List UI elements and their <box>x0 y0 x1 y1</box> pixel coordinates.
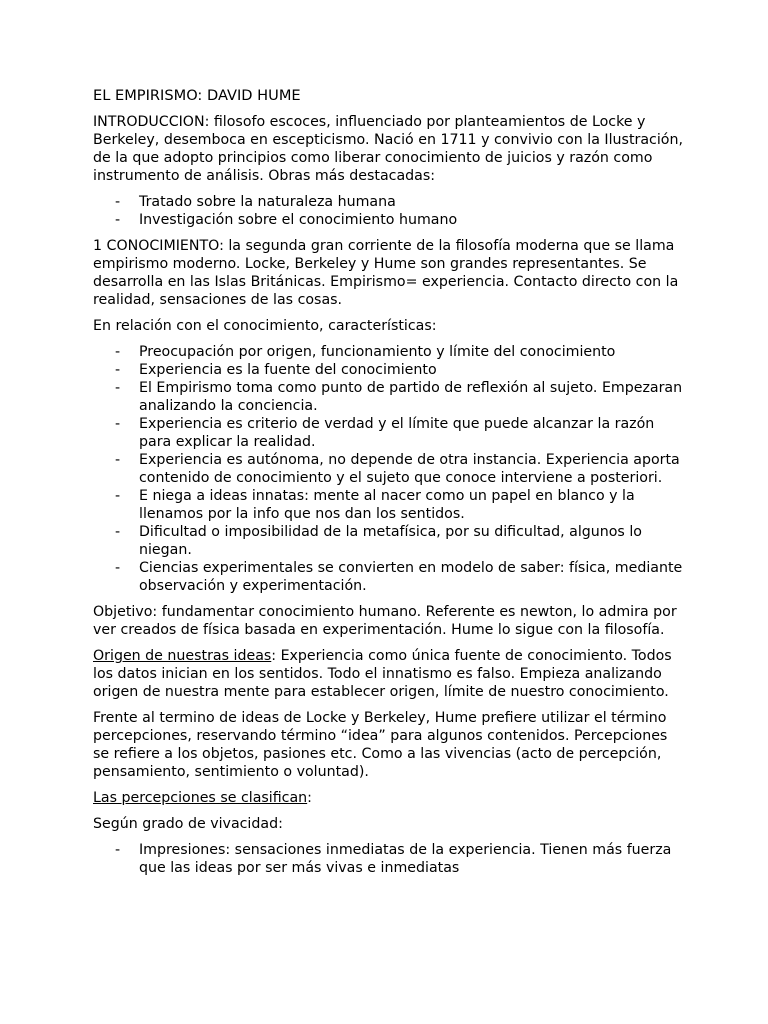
list-item-text: Experiencia es autónoma, no depende de otra instancia. Experiencia aporta contenido de conocimiento y el sujeto que conoce interviene a posteriori. <box>139 452 680 486</box>
list-item-text: Dificultad o imposibilidad de la metafísica, por su dificultad, algunos lo niegan. <box>139 524 642 558</box>
origen-heading: Origen de nuestras ideas <box>93 648 272 664</box>
vivacidad-paragraph: Según grado de vivacidad: <box>93 816 283 832</box>
dash-bullet: - <box>115 560 121 576</box>
list-item <box>93 211 683 229</box>
list-item-text: Experiencia es criterio de verdad y el límite que puede alcanzar la razón para explicar la realidad. <box>139 416 655 450</box>
list-item <box>93 487 683 523</box>
percepciones-text: : <box>307 790 312 806</box>
dash-bullet: - <box>115 416 121 432</box>
dash-bullet: - <box>115 344 121 360</box>
dash-bullet: - <box>115 842 121 858</box>
list-item <box>93 379 683 415</box>
list-item-text: Tratado sobre la naturaleza humana <box>139 194 396 210</box>
list-item <box>93 361 683 379</box>
document-body <box>93 87 683 885</box>
dash-bullet: - <box>115 362 121 378</box>
origen-text: : Experiencia como única fuente de conocimiento. Todos los datos inician en los sentidos. Todo el innatismo es falso. Empieza analizando origen de nuestra mente para establecer origen, límite de nuestro conocimiento. <box>93 648 672 700</box>
works-list <box>93 193 683 229</box>
dash-bullet: - <box>115 212 121 228</box>
list-item-text: El Empirismo toma como punto de partido de reflexión al sujeto. Empezaran analizando la conciencia. <box>139 380 683 414</box>
dash-bullet: - <box>115 488 121 504</box>
impresiones-list <box>93 841 683 877</box>
list-item <box>93 343 683 361</box>
intro-paragraph: INTRODUCCION: filosofo escoces, influenciado por planteamientos de Locke y Berkeley, desemboca en escepticismo. Nació en 1711 y convivio con la Ilustración, de la que adopto principios como liberar conocimiento de juicios y razón como instrumento de análisis. Obras más destacadas: <box>93 114 683 184</box>
objetivo-paragraph: Objetivo: fundamentar conocimiento humano. Referente es newton, lo admira por ver creados de física basada en experimentación. Hume lo sigue con la filosofía. <box>93 604 677 638</box>
document-title: EL EMPIRISMO: DAVID HUME <box>93 87 301 104</box>
origen-paragraph <box>93 647 683 701</box>
caracteristicas-list <box>93 343 683 595</box>
list-item-text: Experiencia es la fuente del conocimiento <box>139 362 437 378</box>
dash-bullet: - <box>115 452 121 468</box>
percepciones-paragraph <box>93 789 683 807</box>
list-item <box>93 559 683 595</box>
list-item-text: Impresiones: sensaciones inmediatas de la experiencia. Tienen más fuerza que las ideas por ser más vivas e inmediatas <box>139 842 672 876</box>
list-item-text: Ciencias experimentales se convierten en modelo de saber: física, mediante observación y experimentación. <box>139 560 683 594</box>
list-item <box>93 193 683 211</box>
list-item <box>93 451 683 487</box>
percepciones-heading: Las percepciones se clasifican <box>93 790 308 806</box>
dash-bullet: - <box>115 380 121 396</box>
dash-bullet: - <box>115 194 121 210</box>
conocimiento-paragraph: 1 CONOCIMIENTO: la segunda gran corriente de la filosofía moderna que se llama empirismo moderno. Locke, Berkeley y Hume son grandes representantes. Se desarrolla en las Islas Británicas. Empirismo= experiencia. Contacto directo con la realidad, sensaciones de las cosas. <box>93 238 679 308</box>
frente-paragraph: Frente al termino de ideas de Locke y Berkeley, Hume prefiere utilizar el término percepciones, reservando término “idea” para algunos contenidos. Percepciones se refiere a los objetos, pasiones etc. Como a las vivencias (acto de percepción, pensamiento, sentimiento o voluntad). <box>93 710 668 780</box>
dash-bullet: - <box>115 524 121 540</box>
list-item-text: Investigación sobre el conocimiento humano <box>139 212 458 228</box>
caracteristicas-intro: En relación con el conocimiento, características: <box>93 318 437 334</box>
list-item <box>93 415 683 451</box>
list-item-text: Preocupación por origen, funcionamiento y límite del conocimiento <box>139 344 616 360</box>
list-item <box>93 523 683 559</box>
list-item <box>93 841 683 877</box>
list-item-text: E niega a ideas innatas: mente al nacer como un papel en blanco y la llenamos por la info que nos dan los sentidos. <box>139 488 635 522</box>
